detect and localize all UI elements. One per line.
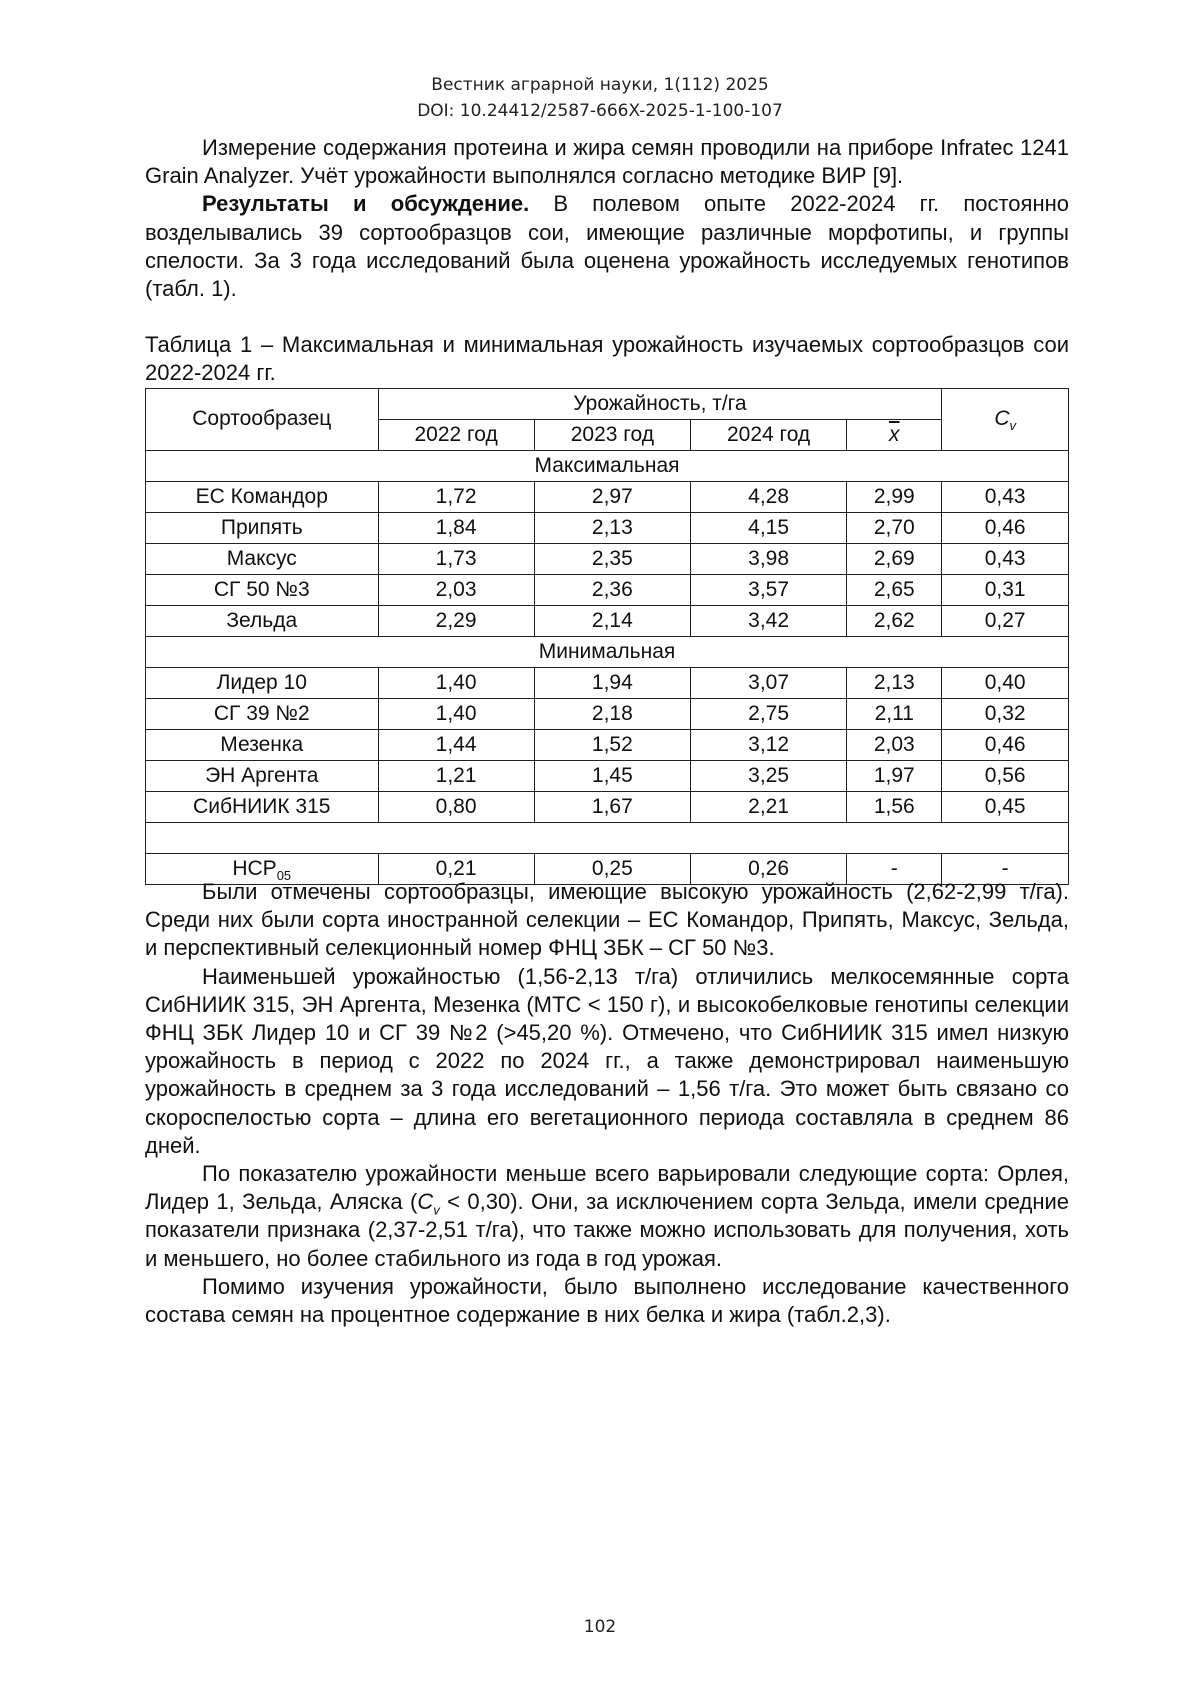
max-cell-y2022: 1,84 [378, 512, 534, 543]
min-cell-mean: 2,03 [847, 729, 942, 760]
page-number: 102 [583, 1617, 617, 1637]
table-row [146, 512, 1069, 543]
max-cell-y2023: 2,13 [534, 512, 690, 543]
min-cell-y2022: 1,44 [378, 729, 534, 760]
min-cell-cv: 0,32 [942, 698, 1069, 729]
max-cell-cv: 0,46 [942, 512, 1069, 543]
max-cell-cv: 0,43 [942, 481, 1069, 512]
lsd-2024: 0,26 [690, 853, 846, 884]
table-row [146, 543, 1069, 574]
table-caption: Таблица 1 – Максимальная и минимальная урожайность изучаемых сортообразцов сои 2022-2024 гг. [145, 332, 1069, 386]
max-cell-cv: 0,43 [942, 543, 1069, 574]
max-cell-variety: Максус [146, 543, 379, 574]
min-cell-variety: СибНИИК 315 [146, 791, 379, 822]
stability-text-a: По показателю урожайности меньше всего варьировали следующие сорта: Орлея, Лидер 1, Зельда, Аляска ( [145, 1161, 1069, 1215]
stability-cv-symbol: C [417, 1189, 434, 1215]
min-cell-y2023: 1,52 [534, 729, 690, 760]
mean-symbol: $\overline{x}$ [889, 422, 900, 446]
section-max-label: Максимальная [146, 450, 1069, 481]
header-variety: Сортообразец [146, 388, 379, 450]
min-cell-y2024: 3,07 [690, 667, 846, 698]
cv-symbol: C [994, 407, 1010, 431]
min-cell-variety: ЭН Аргента [146, 760, 379, 791]
min-cell-mean: 2,11 [847, 698, 942, 729]
table-header-row [146, 388, 1069, 419]
max-cell-y2024: 3,42 [690, 605, 846, 636]
table-row [146, 481, 1069, 512]
max-cell-mean: 2,70 [847, 512, 942, 543]
min-cell-variety: Мезенка [146, 729, 379, 760]
paragraph-methods: Измерение содержания протеина и жира семян проводили на приборе Infratec 1241 Grain Analyzer. Учёт урожайности выполнялся согласно методике ВИР [9]. [145, 135, 1069, 189]
min-cell-mean: 1,56 [847, 791, 942, 822]
lsd-cv: - [942, 853, 1069, 884]
min-cell-y2024: 2,75 [690, 698, 846, 729]
results-text: В полевом опыте 2022-2024 гг. постоянно возделывались 39 сортообразцов сои, имеющие различные морфотипы, и группы спелости. За 3 года исследований была оценена урожайность исследуемых генотипов (табл. 1). [145, 191, 1069, 302]
lsd-subscript: 05 [276, 867, 292, 883]
cv-subscript: v [1009, 418, 1016, 434]
header-mean [847, 419, 942, 450]
max-cell-variety: Припять [146, 512, 379, 543]
section-min-row [146, 636, 1069, 667]
table-row [146, 574, 1069, 605]
table-spacer-row [146, 822, 1069, 853]
min-cell-y2022: 1,40 [378, 698, 534, 729]
min-cell-mean: 2,13 [847, 667, 942, 698]
journal-header [0, 72, 1200, 124]
lsd-mean: - [847, 853, 942, 884]
table-row [146, 698, 1069, 729]
stability-text-b: < 0,30). Они, за исключением сорта Зельда, имели средние показатели признака (2,37-2,51 т/га), что также можно использовать для получения, хоть и меньшего, но более стабильного из года в год урожая. [145, 1189, 1070, 1271]
paragraph-high-yield: Были отмечены сортообразцы, имеющие высокую урожайность (2,62-2,99 т/га). Среди них были сорта иностранной селекции – ЕС Командор, Припять, Максус, Зельда, и перспективный селекционный номер ФНЦ ЗБК – СГ 50 №3. [145, 879, 1069, 961]
min-cell-y2022: 1,21 [378, 760, 534, 791]
min-cell-y2024: 3,12 [690, 729, 846, 760]
yield-table [145, 388, 1069, 885]
section-max-row [146, 450, 1069, 481]
lsd-2022: 0,21 [378, 853, 534, 884]
min-cell-y2022: 1,40 [378, 667, 534, 698]
lsd-main: НСР [232, 856, 277, 880]
max-cell-mean: 2,62 [847, 605, 942, 636]
min-cell-y2023: 1,94 [534, 667, 690, 698]
table-row [146, 729, 1069, 760]
results-heading: Результаты и обсуждение. [202, 191, 530, 217]
max-cell-y2022: 1,72 [378, 481, 534, 512]
min-cell-mean: 1,97 [847, 760, 942, 791]
max-cell-cv: 0,27 [942, 605, 1069, 636]
max-cell-y2023: 2,14 [534, 605, 690, 636]
max-cell-cv: 0,31 [942, 574, 1069, 605]
table-row [146, 760, 1069, 791]
table-row [146, 791, 1069, 822]
header-year-2024: 2024 год [690, 419, 846, 450]
min-cell-y2024: 2,21 [690, 791, 846, 822]
max-cell-mean: 2,99 [847, 481, 942, 512]
table-row [146, 605, 1069, 636]
max-rows [146, 481, 1069, 636]
min-cell-y2023: 2,18 [534, 698, 690, 729]
main-text [145, 134, 1069, 885]
max-cell-y2022: 2,29 [378, 605, 534, 636]
header-yield: Урожайность, т/га [378, 388, 942, 419]
max-cell-y2024: 3,57 [690, 574, 846, 605]
paragraph-low-yield: Наименьшей урожайностью (1,56-2,13 т/га) отличились мелкосемянные сорта СибНИИК 315, ЭН Аргента, Мезенка (МТС < 150 г), и высокобелковые генотипы селекции ФНЦ ЗБК Лидер 10 и СГ 39 №2 (>45,20 %). Отмечено, что СибНИИК 315 имел низкую урожайность в период с 2022 по 2024 гг., а также демонстрировал наименьшую урожайность в среднем за 3 года исследований – 1,56 т/га. Это может быть связано со скороспелостью сорта – длина его вегетационного периода составляла в среднем 86 дней. [145, 963, 1069, 1158]
table-row [146, 667, 1069, 698]
header-cv [942, 388, 1069, 450]
min-cell-cv: 0,40 [942, 667, 1069, 698]
max-cell-mean: 2,65 [847, 574, 942, 605]
max-cell-mean: 2,69 [847, 543, 942, 574]
min-cell-y2023: 1,45 [534, 760, 690, 791]
max-cell-y2022: 1,73 [378, 543, 534, 574]
min-cell-cv: 0,56 [942, 760, 1069, 791]
min-cell-y2023: 1,67 [534, 791, 690, 822]
header-year-2023: 2023 год [534, 419, 690, 450]
discussion-text [145, 878, 1069, 1329]
min-cell-variety: СГ 39 №2 [146, 698, 379, 729]
max-cell-variety: СГ 50 №3 [146, 574, 379, 605]
min-cell-y2022: 0,80 [378, 791, 534, 822]
min-cell-cv: 0,46 [942, 729, 1069, 760]
max-cell-y2023: 2,36 [534, 574, 690, 605]
max-cell-y2023: 2,35 [534, 543, 690, 574]
min-rows [146, 667, 1069, 822]
max-cell-y2024: 4,15 [690, 512, 846, 543]
spacer-cell [146, 822, 1069, 853]
min-cell-y2024: 3,25 [690, 760, 846, 791]
max-cell-y2022: 2,03 [378, 574, 534, 605]
min-cell-cv: 0,45 [942, 791, 1069, 822]
max-cell-y2023: 2,97 [534, 481, 690, 512]
lsd-2023: 0,25 [534, 853, 690, 884]
header-year-2022: 2022 год [378, 419, 534, 450]
journal-title: Вестник аграрной науки, 1(112) 2025 [431, 75, 769, 95]
max-cell-variety: ЕС Командор [146, 481, 379, 512]
journal-doi: DOI: 10.24412/2587-666X-2025-1-100-107 [417, 101, 783, 121]
paragraph-results [145, 190, 1069, 303]
section-min-label: Минимальная [146, 636, 1069, 667]
max-cell-variety: Зельда [146, 605, 379, 636]
min-cell-variety: Лидер 10 [146, 667, 379, 698]
max-cell-y2024: 3,98 [690, 543, 846, 574]
stability-cv-subscript: v [433, 1202, 440, 1218]
paragraph-quality: Помимо изучения урожайности, было выполнено исследование качественного состава семян на процентное содержание в них белка и жира (табл.2,3). [145, 1273, 1069, 1328]
paragraph-stability [145, 1160, 1069, 1273]
max-cell-y2024: 4,28 [690, 481, 846, 512]
